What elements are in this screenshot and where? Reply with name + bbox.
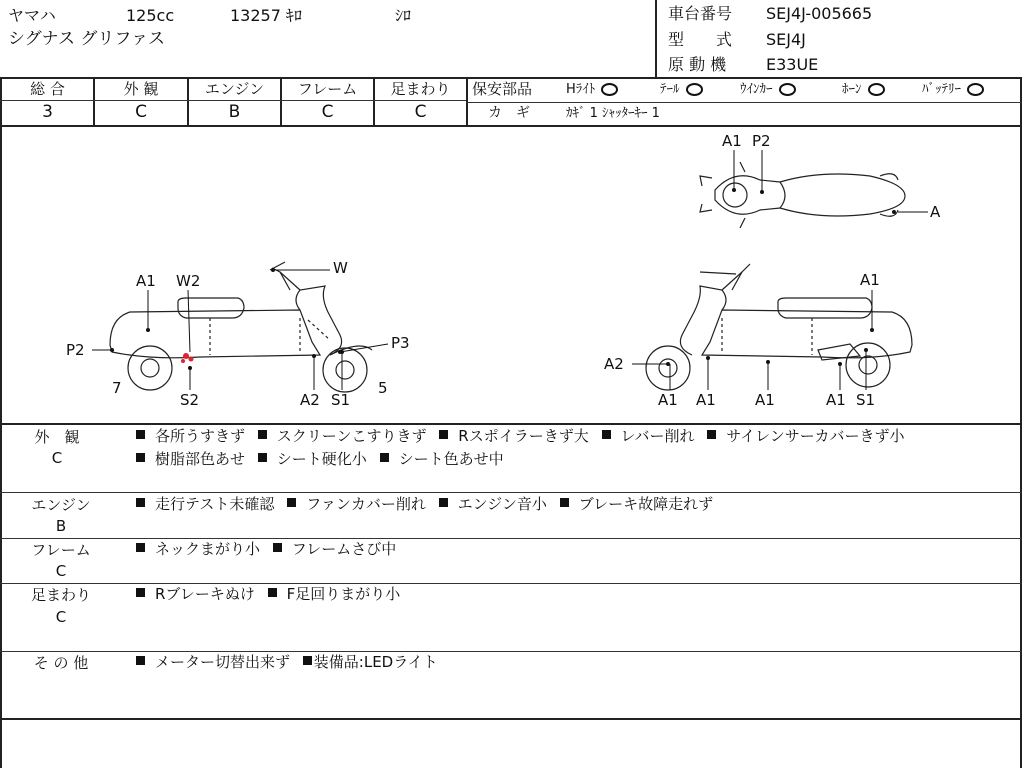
displacement: 125cc <box>126 6 175 25</box>
engine-value: E33UE <box>766 55 819 74</box>
diagram-label: A1 <box>722 132 742 150</box>
detail-grade-exterior: C <box>51 449 63 467</box>
safety-item-horn: ﾎｰﾝ <box>842 83 885 96</box>
diagram-label: A2 <box>300 391 320 409</box>
detail-grade-engine: B <box>55 517 67 535</box>
safety-item-winker: ｳｲﾝｶｰ <box>740 83 796 96</box>
diagram-label: A1 <box>696 391 716 409</box>
safety-item-headlight: Hﾗｲﾄ <box>566 83 618 96</box>
diagram-label: P3 <box>391 334 410 352</box>
scooter-top-view-icon <box>700 162 905 228</box>
rule <box>0 718 1022 720</box>
diagram-label: P2 <box>752 132 771 150</box>
detail-line: Rブレーキぬけ F足回りまがり小 <box>136 587 400 602</box>
rule <box>0 583 1022 584</box>
diagram-label: A <box>930 203 941 221</box>
diagram-label: W <box>333 259 348 277</box>
detail-line: ネックまがり小 フレームさび中 <box>136 542 396 557</box>
bullet-icon <box>273 543 282 552</box>
frame-no: SEJ4J-005665 <box>766 4 873 23</box>
frame-no-label: 車台番号 <box>668 4 733 23</box>
bullet-icon <box>602 430 611 439</box>
bullet-icon <box>136 498 145 507</box>
detail-grade-suspension: C <box>55 608 67 626</box>
detail-line: 樹脂部色あせ シート硬化小 シート色あせ中 <box>136 452 504 467</box>
diagram-label: A1 <box>755 391 775 409</box>
grade-overall-value: 3 <box>42 102 53 122</box>
ok-mark-icon <box>601 83 618 96</box>
scooter-damage-diagram <box>0 127 1022 423</box>
bullet-icon <box>439 430 448 439</box>
diagram-label: S2 <box>180 391 200 409</box>
diagram-label: 5 <box>378 379 388 397</box>
model-name: シグナス グリファス <box>8 29 166 49</box>
bullet-icon <box>136 588 145 597</box>
grade-suspension-value: C <box>414 102 427 122</box>
bullet-icon <box>560 498 569 507</box>
bullet-icon <box>136 656 145 665</box>
rule <box>0 77 1022 79</box>
mileage: 13257 ｷﾛ <box>230 6 302 25</box>
ok-mark-icon <box>868 83 885 96</box>
key-label: カ ギ <box>488 105 530 121</box>
rule <box>466 77 468 125</box>
detail-label-frame: フレーム <box>31 541 91 559</box>
engine-label: 原 動 機 <box>668 55 727 74</box>
bullet-icon <box>268 588 277 597</box>
grade-suspension-label: 足まわり <box>390 80 451 98</box>
bullet-icon <box>303 656 312 665</box>
grade-exterior-label: 外 観 <box>123 80 159 98</box>
ok-mark-icon <box>686 83 703 96</box>
diagram-label: A1 <box>658 391 678 409</box>
diagram-label: S1 <box>856 391 876 409</box>
bullet-icon <box>136 543 145 552</box>
bullet-icon <box>707 430 716 439</box>
type-label: 型 式 <box>668 30 733 49</box>
ok-mark-icon <box>779 83 796 96</box>
grade-engine-value: B <box>228 102 241 122</box>
safety-label: 保安部品 <box>472 80 533 98</box>
detail-line: メーター切替出来ず 装備品:LEDライト <box>136 655 438 670</box>
bullet-icon <box>136 453 145 462</box>
detail-label-engine: エンジン <box>31 496 91 514</box>
bullet-icon <box>258 453 267 462</box>
diagram-label: S1 <box>331 391 351 409</box>
rule <box>0 100 466 101</box>
maker: ヤマハ <box>8 6 56 25</box>
bullet-icon <box>136 430 145 439</box>
safety-item-battery: ﾊﾞｯﾃﾘｰ <box>922 83 984 96</box>
diagram-label: 7 <box>112 379 122 397</box>
rule <box>466 102 1022 103</box>
grade-frame-label: フレーム <box>297 80 358 98</box>
key-value: ｶｷﾞ 1 ｼｬｯﾀｰｷｰ 1 <box>566 106 660 121</box>
rule <box>0 538 1022 539</box>
detail-label-other: そ の 他 <box>33 654 89 672</box>
diagram-label: A1 <box>136 272 156 290</box>
diagram-label: A2 <box>604 355 624 373</box>
ok-mark-icon <box>967 83 984 96</box>
bullet-icon <box>287 498 296 507</box>
grade-frame-value: C <box>321 102 334 122</box>
diagram-label: A1 <box>826 391 846 409</box>
header-divider <box>655 0 657 77</box>
rule <box>0 651 1022 652</box>
bullet-icon <box>258 430 267 439</box>
color: ｼﾛ <box>395 6 412 25</box>
bullet-icon <box>380 453 389 462</box>
diagram-label: P2 <box>66 341 85 359</box>
grade-exterior-value: C <box>135 102 147 122</box>
diagram-label: W2 <box>176 272 201 290</box>
rule <box>0 492 1022 493</box>
bullet-icon <box>439 498 448 507</box>
safety-item-tail: ﾃｰﾙ <box>660 83 703 96</box>
rule <box>0 423 1022 425</box>
type-value: SEJ4J <box>766 30 806 49</box>
detail-grade-frame: C <box>55 562 67 580</box>
detail-line: 走行テスト未確認 ファンカバー削れ エンジン音小 ブレーキ故障走れず <box>136 497 713 512</box>
grade-engine-label: エンジン <box>204 80 265 98</box>
detail-line: 各所うすきず スクリーンこすりきず Rスポイラーきず大 レバー削れ サイレンサーカバーきず小 <box>136 429 905 444</box>
detail-label-exterior: 外 観 <box>34 428 80 446</box>
diagram-label: A1 <box>860 271 880 289</box>
detail-label-suspension: 足まわり <box>30 586 91 604</box>
grade-overall-label: 総 合 <box>30 80 65 98</box>
